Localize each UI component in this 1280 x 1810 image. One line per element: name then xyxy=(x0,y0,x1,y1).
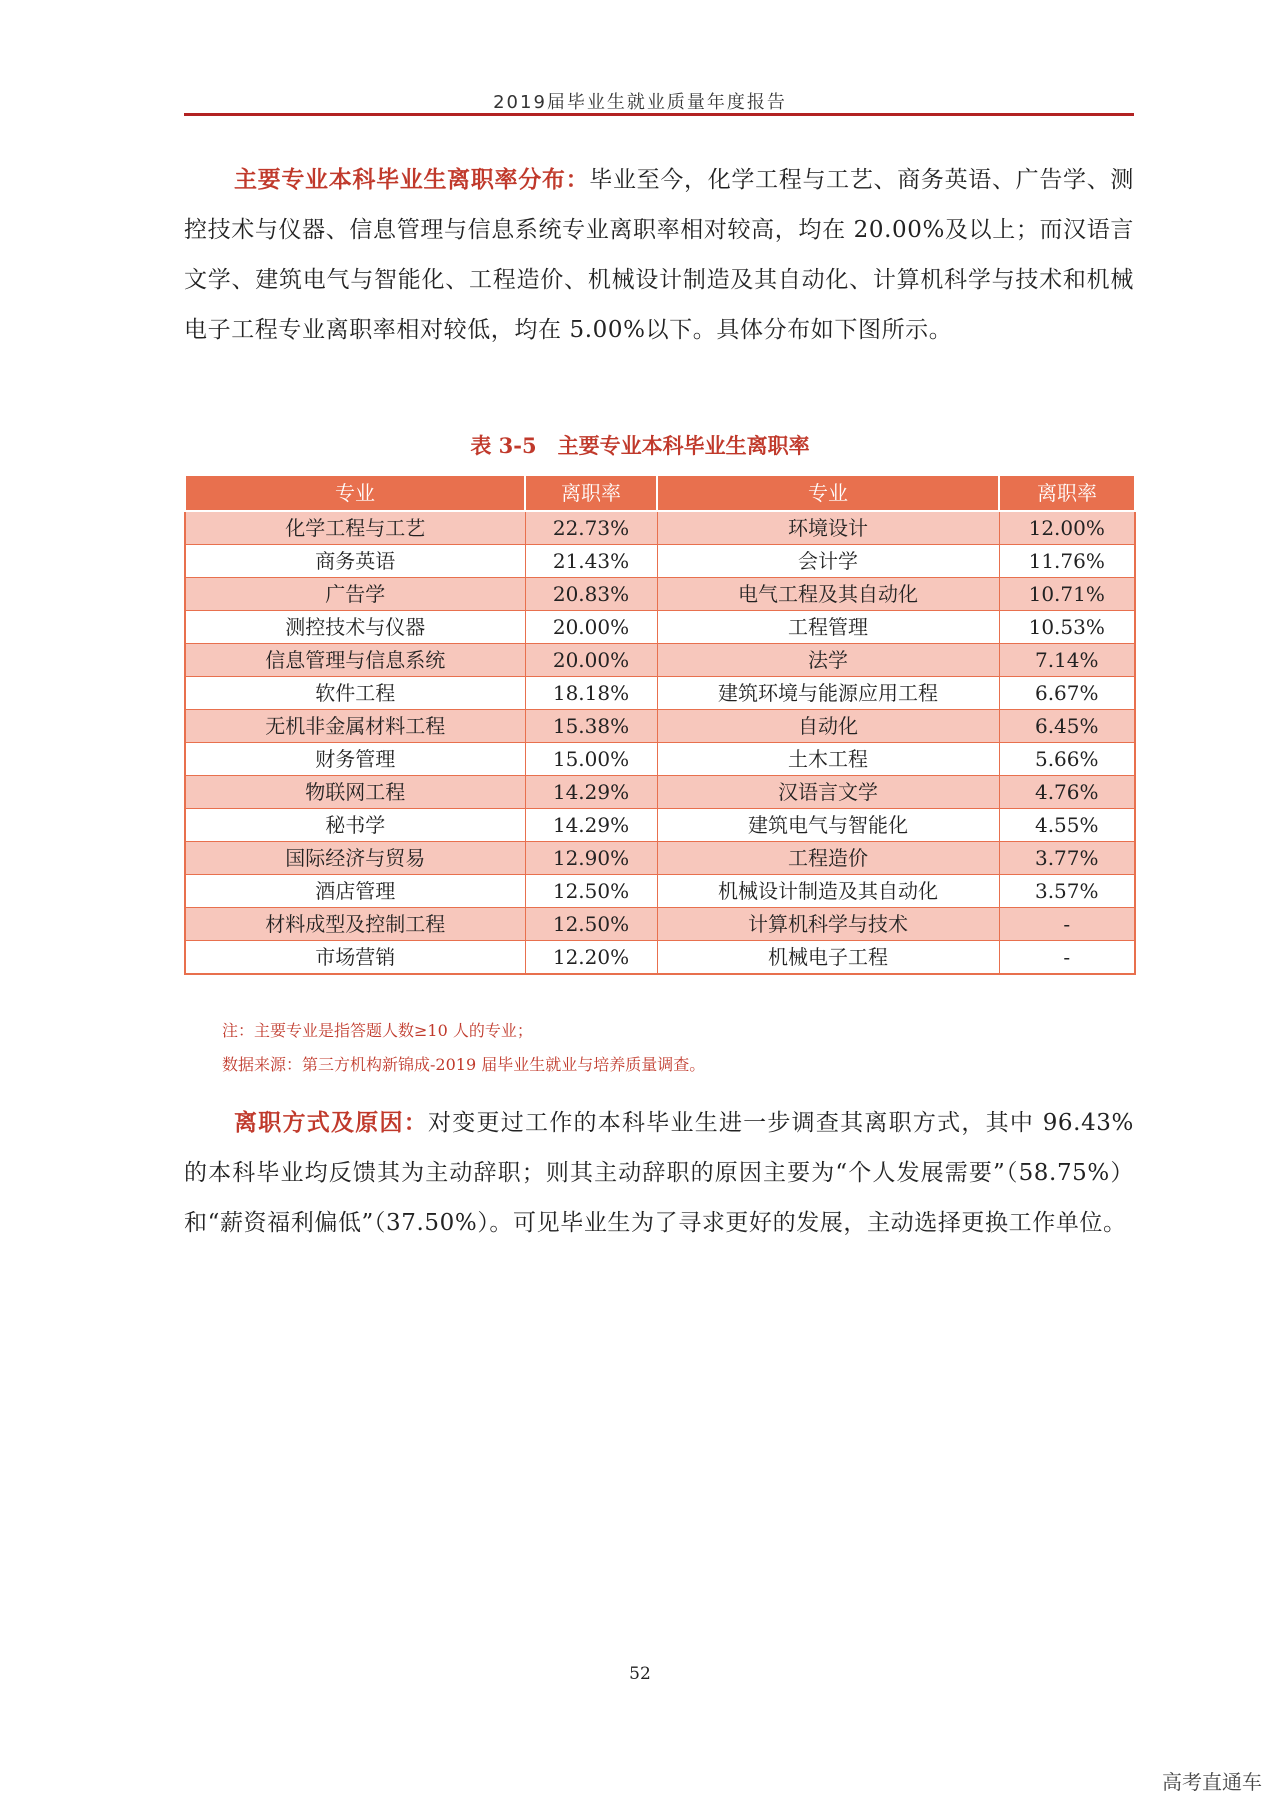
cell-major: 商务英语 xyxy=(185,545,525,578)
cell-rate: 4.55% xyxy=(999,809,1135,842)
cell-rate: 7.14% xyxy=(999,644,1135,677)
table-row xyxy=(185,776,1135,809)
cell-rate: 21.43% xyxy=(525,545,657,578)
table-source: 数据来源：第三方机构新锦成-2019 届毕业生就业与培养质量调查。 xyxy=(222,1055,706,1074)
cell-major: 国际经济与贸易 xyxy=(185,842,525,875)
cell-major: 法学 xyxy=(657,644,999,677)
cell-major: 环境设计 xyxy=(657,511,999,545)
reasons-text: 对变更过工作的本科毕业生进一步调查其离职方式，其中 96.43%的本科毕业均反馈其为主动辞职；则其主动辞职的原因主要为“个人发展需要”（58.75%）和“薪资福利偏低”（37.50%）。可见毕业生为了寻求更好的发展，主动选择更换工作单位。 xyxy=(184,1110,1134,1236)
table-row xyxy=(185,644,1135,677)
cell-major: 机械设计制造及其自动化 xyxy=(657,875,999,908)
cell-rate: 22.73% xyxy=(525,511,657,545)
cell-major: 秘书学 xyxy=(185,809,525,842)
cell-rate: 12.50% xyxy=(525,908,657,941)
intro-lead: 主要专业本科毕业生离职率分布： xyxy=(234,166,590,193)
resignation-rate-table xyxy=(184,474,1134,975)
table-caption: 表 3-5 主要专业本科毕业生离职率 xyxy=(470,433,810,458)
watermark-logo-text: 高考直通车 xyxy=(1162,1770,1262,1794)
table-row xyxy=(185,875,1135,908)
cell-rate: 15.00% xyxy=(525,743,657,776)
header-rule xyxy=(184,113,1134,116)
cell-rate: - xyxy=(999,908,1135,941)
cell-major: 计算机科学与技术 xyxy=(657,908,999,941)
cell-major: 无机非金属材料工程 xyxy=(185,710,525,743)
cell-major: 自动化 xyxy=(657,710,999,743)
cell-major: 建筑电气与智能化 xyxy=(657,809,999,842)
table-row xyxy=(185,578,1135,611)
table-body xyxy=(185,511,1135,974)
cell-rate: 12.50% xyxy=(525,875,657,908)
cell-major: 土木工程 xyxy=(657,743,999,776)
reasons-lead: 离职方式及原因： xyxy=(234,1109,428,1136)
table-header-row xyxy=(185,475,1135,511)
cell-rate: 14.29% xyxy=(525,776,657,809)
cell-rate: - xyxy=(999,941,1135,975)
header-rate-right: 离职率 xyxy=(999,475,1135,511)
cell-major: 建筑环境与能源应用工程 xyxy=(657,677,999,710)
intro-paragraph xyxy=(184,155,1134,355)
cell-rate: 6.45% xyxy=(999,710,1135,743)
cell-rate: 12.20% xyxy=(525,941,657,975)
table-row xyxy=(185,908,1135,941)
reasons-paragraph xyxy=(184,1098,1134,1248)
header-rate-left: 离职率 xyxy=(525,475,657,511)
cell-major: 信息管理与信息系统 xyxy=(185,644,525,677)
cell-major: 广告学 xyxy=(185,578,525,611)
cell-rate: 5.66% xyxy=(999,743,1135,776)
cell-rate: 11.76% xyxy=(999,545,1135,578)
cell-major: 财务管理 xyxy=(185,743,525,776)
cell-rate: 15.38% xyxy=(525,710,657,743)
table-row xyxy=(185,611,1135,644)
cell-major: 软件工程 xyxy=(185,677,525,710)
cell-major: 汉语言文学 xyxy=(657,776,999,809)
intro-text: 毕业至今，化学工程与工艺、商务英语、广告学、测控技术与仪器、信息管理与信息系统专业离职率相对较高，均在 20.00%及以上；而汉语言文学、建筑电气与智能化、工程造价、机械设计制造及其自动化、计算机科学与技术和机械电子工程专业离职率相对较低，均在 5.00%以下。具体分布如下图所示。 xyxy=(184,167,1134,343)
cell-major: 电气工程及其自动化 xyxy=(657,578,999,611)
table-row xyxy=(185,677,1135,710)
cell-rate: 14.29% xyxy=(525,809,657,842)
cell-rate: 10.53% xyxy=(999,611,1135,644)
cell-major: 工程管理 xyxy=(657,611,999,644)
table-row xyxy=(185,941,1135,975)
cell-rate: 10.71% xyxy=(999,578,1135,611)
cell-major: 工程造价 xyxy=(657,842,999,875)
table-note: 注：主要专业是指答题人数≥10 人的专业； xyxy=(222,1021,533,1040)
cell-rate: 6.67% xyxy=(999,677,1135,710)
cell-rate: 18.18% xyxy=(525,677,657,710)
table-row xyxy=(185,545,1135,578)
cell-major: 材料成型及控制工程 xyxy=(185,908,525,941)
cell-rate: 12.00% xyxy=(999,511,1135,545)
cell-major: 化学工程与工艺 xyxy=(185,511,525,545)
cell-major: 物联网工程 xyxy=(185,776,525,809)
cell-rate: 3.77% xyxy=(999,842,1135,875)
header-major-left: 专业 xyxy=(185,475,525,511)
cell-major: 测控技术与仪器 xyxy=(185,611,525,644)
table-row xyxy=(185,743,1135,776)
cell-major: 酒店管理 xyxy=(185,875,525,908)
cell-major: 会计学 xyxy=(657,545,999,578)
cell-rate: 4.76% xyxy=(999,776,1135,809)
table-row xyxy=(185,511,1135,545)
page-number: 52 xyxy=(629,1664,651,1684)
cell-rate: 20.83% xyxy=(525,578,657,611)
cell-major: 市场营销 xyxy=(185,941,525,975)
cell-rate: 12.90% xyxy=(525,842,657,875)
running-header: 2019届毕业生就业质量年度报告 xyxy=(493,92,787,113)
table-row xyxy=(185,809,1135,842)
cell-rate: 3.57% xyxy=(999,875,1135,908)
table-row xyxy=(185,710,1135,743)
header-major-right: 专业 xyxy=(657,475,999,511)
cell-rate: 20.00% xyxy=(525,644,657,677)
cell-rate: 20.00% xyxy=(525,611,657,644)
table-row xyxy=(185,842,1135,875)
rates-table xyxy=(184,474,1136,975)
cell-major: 机械电子工程 xyxy=(657,941,999,975)
